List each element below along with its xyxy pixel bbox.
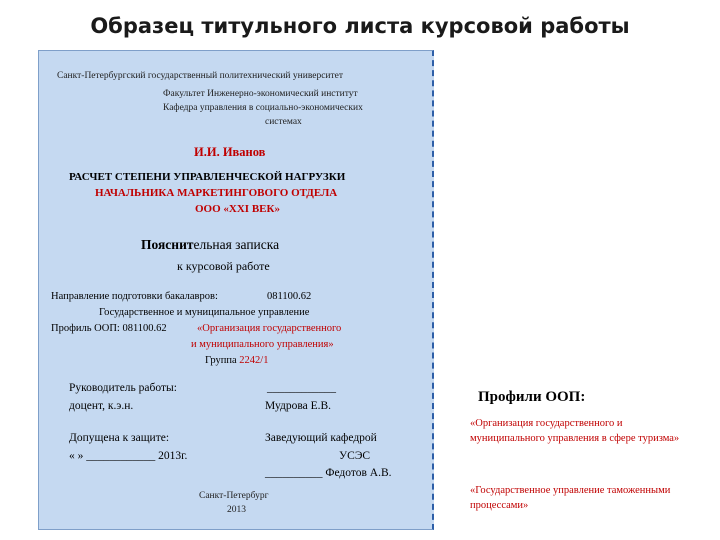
document-type-bold: Пояснит [141, 237, 194, 252]
profiles-heading: Профили ООП: [478, 389, 586, 405]
title-page-sample [38, 50, 434, 530]
topic-line-1: РАСЧЕТ СТЕПЕНИ УПРАВЛЕНЧЕСКОЙ НАГРУЗКИ [69, 171, 346, 183]
profile-item-2: «Государственное управление таможенными процессами» [470, 485, 671, 511]
department-line-2: системах [265, 117, 302, 127]
document-type-rest: ельная записка [193, 237, 280, 252]
group-info [205, 355, 268, 366]
direction-name: Государственное и муниципальное управление [99, 307, 310, 318]
topic-line-3: ООО «XXI ВЕК» [195, 203, 280, 215]
supervisor-title: доцент, к.э.н. [69, 400, 134, 412]
profile-name-2: и муниципального управления» [191, 339, 334, 350]
university-name: Санкт-Петербургский государственный политехнический университет [57, 71, 344, 81]
admission-date: « » ____________ 2013г. [69, 450, 188, 462]
department-abbr: УСЭС [339, 450, 371, 462]
department-line-1: Кафедра управления в социально-экономических [163, 103, 363, 113]
topic-line-2: НАЧАЛЬНИКА МАРКЕТИНГОВОГО ОТДЕЛА [95, 187, 338, 199]
supervisor-sign-line: ____________ [267, 382, 336, 394]
direction-label: Направление подготовки бакалавров: [51, 291, 218, 302]
year: 2013 [227, 505, 246, 515]
profile-name-1: «Организация государственного [197, 323, 342, 334]
profile-item-1: «Организация государственного и муниципального управления в сфере туризма» [470, 418, 680, 444]
group-number: 2242/1 [239, 355, 269, 366]
author-name: И.И. Иванов [194, 145, 266, 159]
group-label: Группа [205, 355, 237, 366]
supervisor-name: Мудрова Е.В. [265, 400, 332, 412]
slide-title: Образец титульного листа курсовой работы [90, 14, 630, 38]
document-type [141, 237, 279, 253]
direction-code: 081100.62 [267, 291, 312, 302]
admission-label: Допущена к защите: [69, 432, 170, 444]
document-subtype: к курсовой работе [177, 259, 270, 273]
city: Санкт-Петербург [199, 491, 269, 501]
department-head-sign: __________ Федотов А.В. [265, 467, 392, 479]
profile-label: Профиль ООП: 081100.62 [51, 323, 167, 334]
faculty-name: Факультет Инженерно-экономический институт [163, 89, 358, 99]
supervisor-label: Руководитель работы: [69, 382, 177, 394]
department-head-label: Заведующий кафедрой [265, 432, 377, 444]
